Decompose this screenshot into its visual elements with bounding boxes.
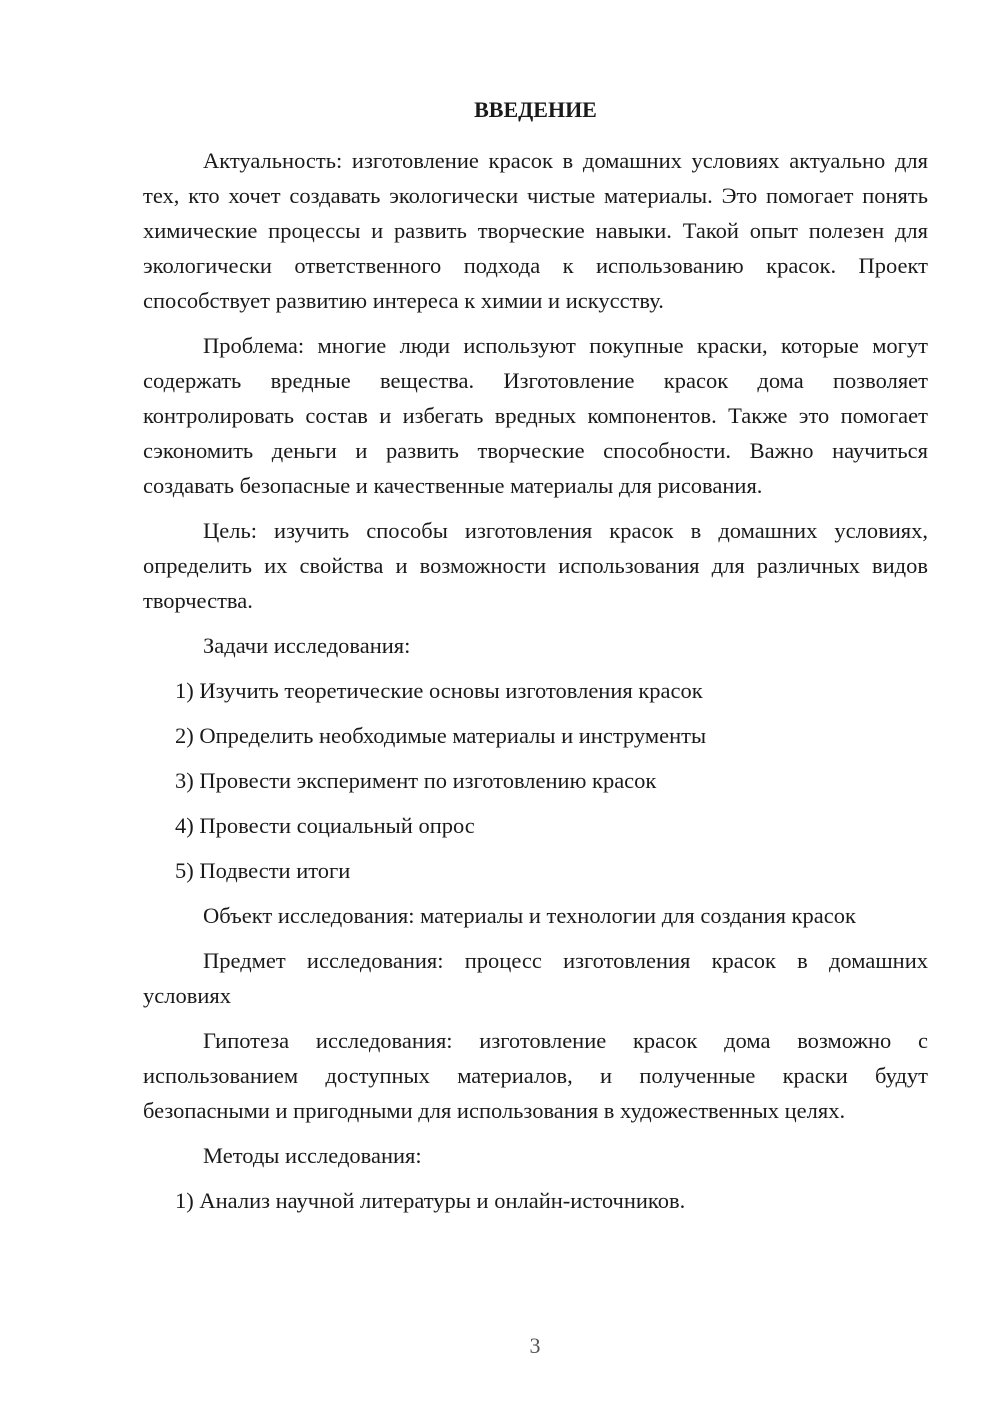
object-paragraph: Объект исследования: материалы и технологии для создания красок (203, 903, 856, 928)
method-item: 1) Анализ научной литературы и онлайн-источников. (175, 1188, 686, 1213)
problem-paragraph: Проблема: многие люди используют покупные краски, которые могут содержать вредные вещества. Изготовление красок дома позволяет контролировать состав и избегать вредных компонентов. Также это помогает сэкономить деньги и развить творческие способности. Важно научиться создавать безопасные и качественные материалы для рисования. (143, 333, 928, 498)
task-item: 2) Определить необходимые материалы и инструменты (175, 723, 707, 748)
goal-paragraph: Цель: изучить способы изготовления красок в домашних условиях, определить их свойства и возможности использования для различных видов творчества. (143, 518, 928, 613)
page-content (143, 95, 928, 1228)
hypothesis-paragraph: Гипотеза исследования: изготовление красок дома возможно с использованием доступных материалов, и полученные краски будут безопасными и пригодными для использования в художественных целях. (143, 1028, 928, 1123)
task-item: 4) Провести социальный опрос (175, 813, 475, 838)
task-item: 5) Подвести итоги (175, 858, 351, 883)
page-number (0, 1332, 1000, 1360)
section-title: ВВЕДЕНИЕ (474, 97, 597, 122)
task-item: 3) Провести эксперимент по изготовлению красок (175, 768, 657, 793)
page-number-text: 3 (529, 1333, 541, 1358)
tasks-heading: Задачи исследования: (203, 633, 411, 658)
relevance-paragraph: Актуальность: изготовление красок в домашних условиях актуально для тех, кто хочет создавать экологически чистые материалы. Это помогает понять химические процессы и развить творческие навыки. Такой опыт полезен для экологически ответственного подхода к использованию красок. Проект способствует развитию интереса к химии и искусству. (143, 148, 928, 313)
methods-heading: Методы исследования: (203, 1143, 422, 1168)
subject-paragraph: Предмет исследования: процесс изготовления красок в домашних условиях (143, 948, 928, 1008)
task-item: 1) Изучить теоретические основы изготовления красок (175, 678, 703, 703)
